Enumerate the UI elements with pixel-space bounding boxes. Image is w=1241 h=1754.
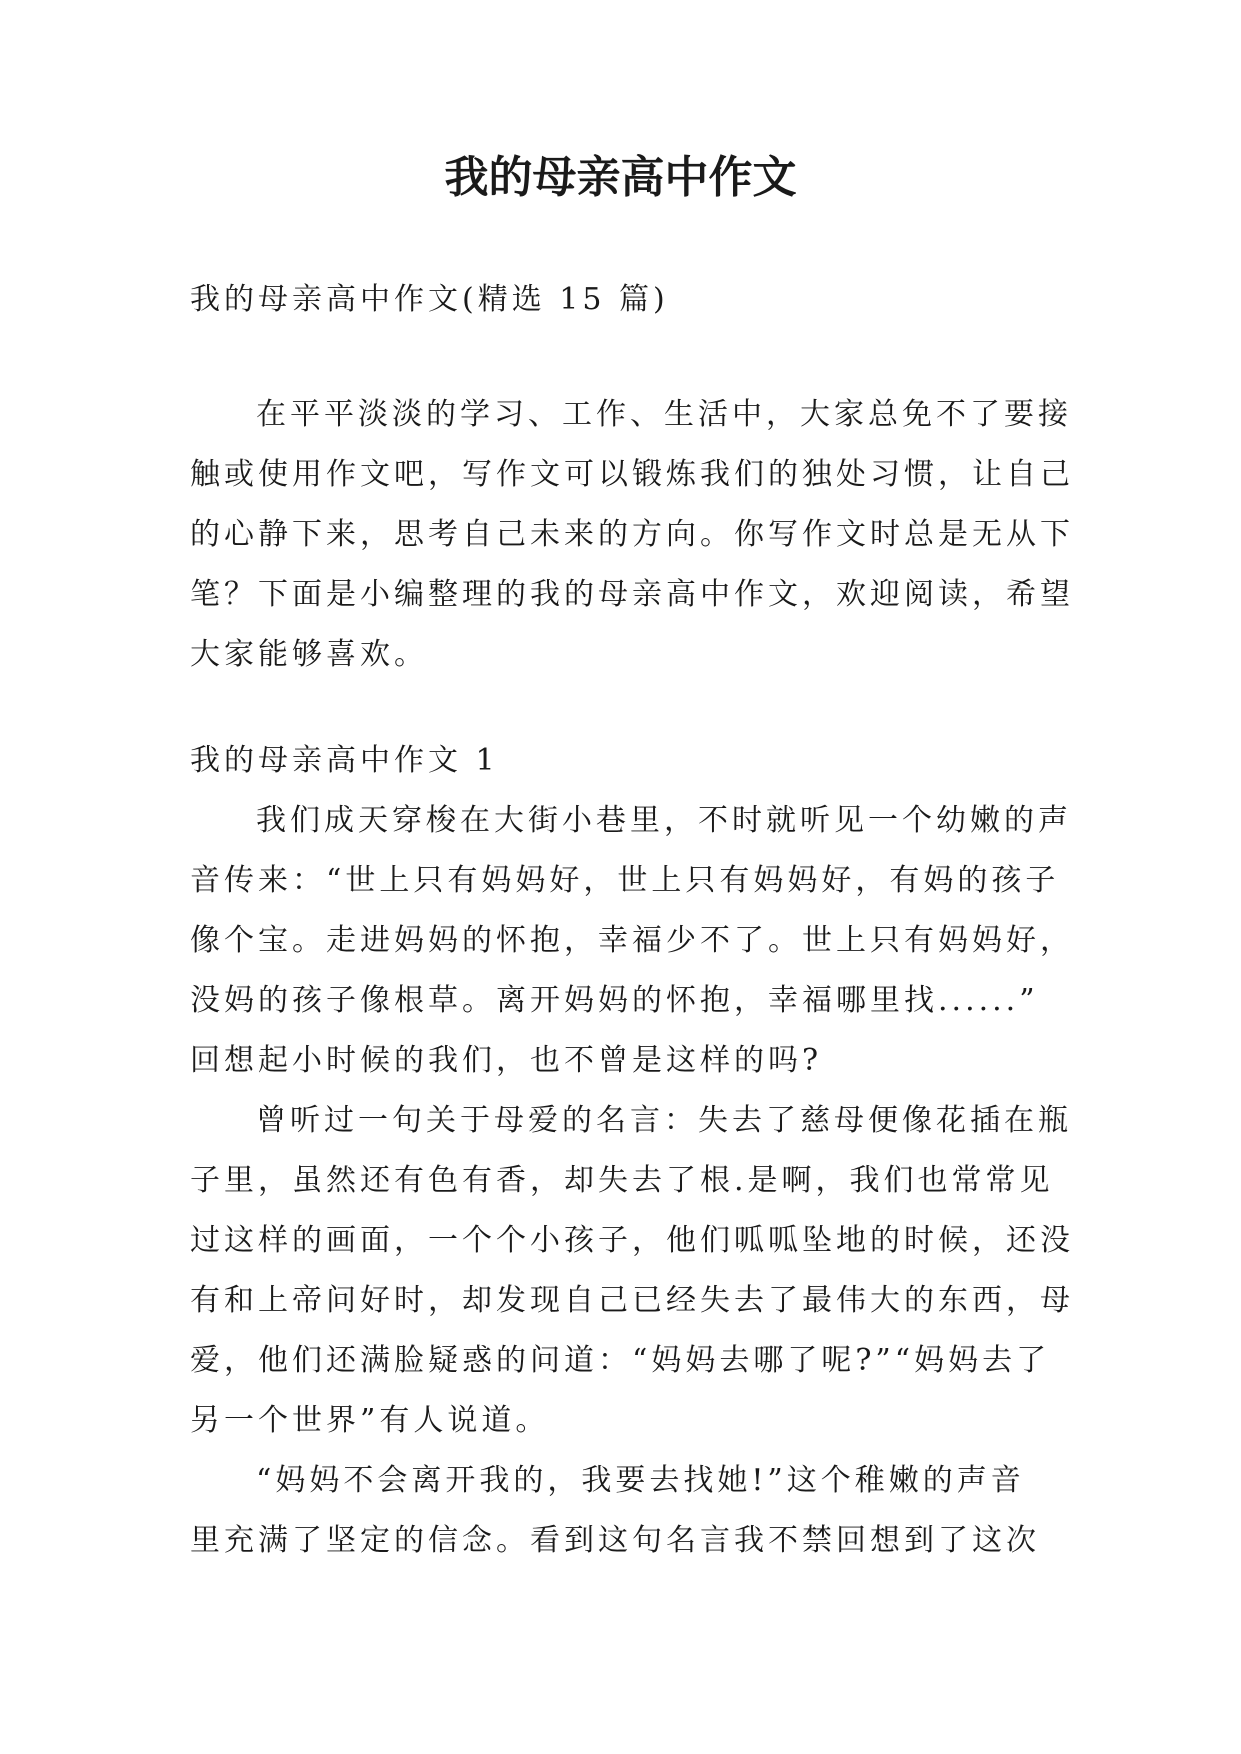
intro-line: 触或使用作文吧，写作文可以锻炼我们的独处习惯，让自己 [190, 457, 1074, 492]
section-heading: 我的母亲高中作文 1 [190, 743, 499, 778]
paragraph-line: 有和上帝问好时，却发现自己已经失去了最伟大的东西，母 [190, 1283, 1074, 1318]
body-paragraph-3 [190, 1451, 1050, 1571]
intro-line: 笔？下面是小编整理的我的母亲高中作文，欢迎阅读，希望 [190, 577, 1074, 612]
document-body [190, 270, 1074, 1571]
paragraph-line: 没妈的孩子像根草。离开妈妈的怀抱，幸福哪里找......” [190, 983, 1039, 1018]
intro-paragraph [190, 385, 1074, 685]
paragraph-line: 过这样的画面，一个个小孩子，他们呱呱坠地的时候，还没 [190, 1223, 1074, 1258]
intro-line: 的心静下来，思考自己未来的方向。你写作文时总是无从下 [190, 517, 1074, 552]
paragraph-line: 回想起小时候的我们，也不曾是这样的吗? [190, 1043, 823, 1078]
paragraph-line: 像个宝。走进妈妈的怀抱，幸福少不了。世上只有妈妈好， [190, 923, 1074, 958]
paragraph-line: 我们成天穿梭在大街小巷里，不时就听见一个幼嫩的声 [256, 803, 1072, 838]
intro-line: 在平平淡淡的学习、工作、生活中，大家总免不了要接 [256, 397, 1072, 432]
paragraph-line: “妈妈不会离开我的，我要去找她!”这个稚嫩的声音 [256, 1463, 1025, 1498]
paragraph-line: 里充满了坚定的信念。看到这句名言我不禁回想到了这次 [190, 1523, 1040, 1558]
intro-line: 大家能够喜欢。 [190, 637, 428, 672]
document-title: 我的母亲高中作文 [444, 152, 797, 203]
paragraph-line: 爱，他们还满脸疑惑的问道：“妈妈去哪了呢?”“妈妈去了 [190, 1343, 1051, 1378]
document-subtitle: 我的母亲高中作文(精选 15 篇) [190, 282, 669, 317]
paragraph-line: 曾听过一句关于母爱的名言：失去了慈母便像花插在瓶 [256, 1103, 1072, 1138]
paragraph-line: 子里，虽然还有色有香，却失去了根.是啊，我们也常常见 [190, 1163, 1054, 1198]
body-paragraph-2 [190, 1091, 1074, 1451]
body-paragraph-1 [190, 791, 1074, 1091]
paragraph-line: 音传来：“世上只有妈妈好，世上只有妈妈好，有妈的孩子 [190, 863, 1060, 898]
paragraph-line: 另一个世界”有人说道。 [190, 1403, 550, 1438]
